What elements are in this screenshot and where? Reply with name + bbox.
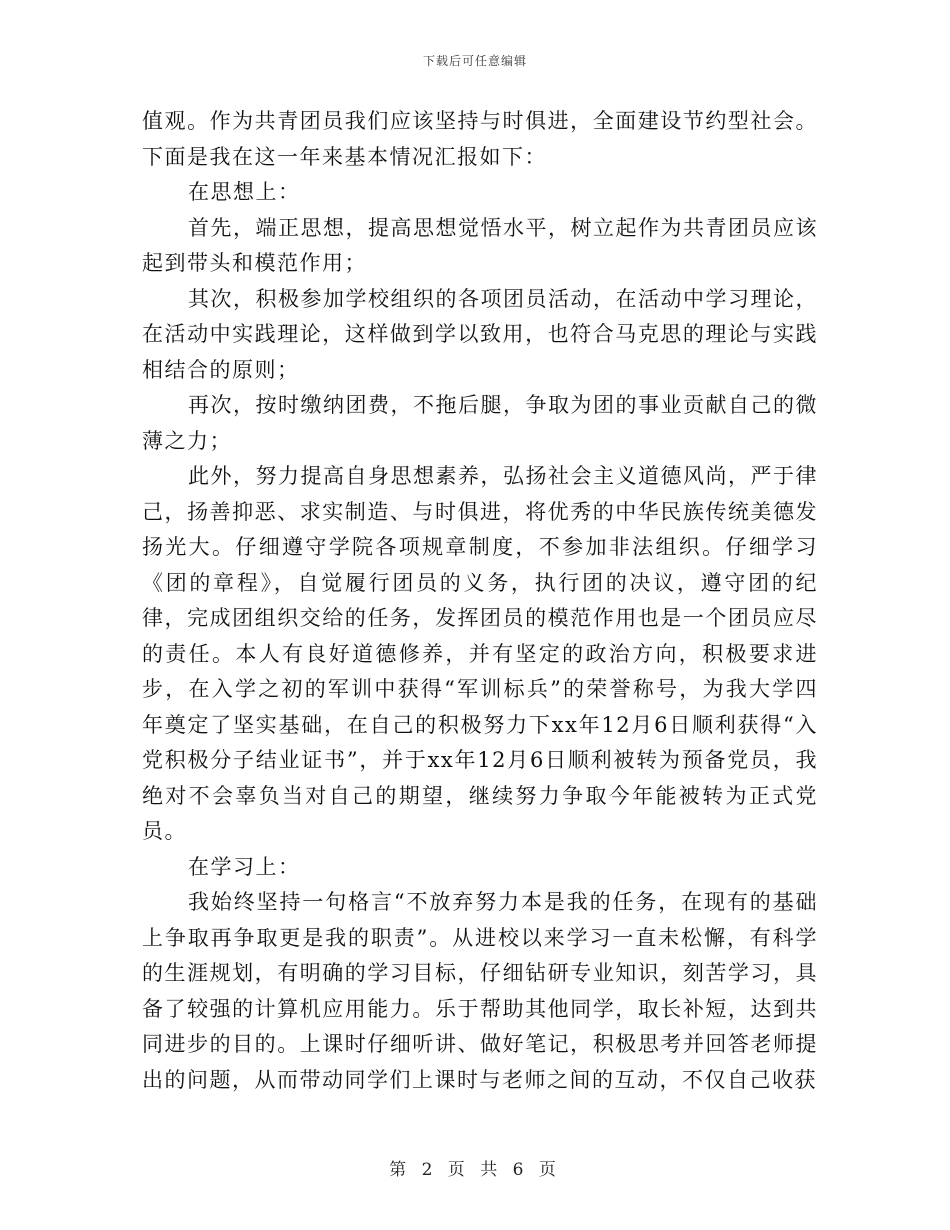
page-number-footer: 第 2 页 共 6 页 — [389, 1160, 561, 1180]
document-body — [142, 104, 818, 1098]
section-heading-study: 在学习上： — [188, 854, 301, 879]
paragraph: 再次，按时缴纳团费，不拖后腿，争取为团的事业贡献自己的微薄之力； — [142, 393, 818, 453]
paragraph: 我始终坚持一句格言“不放弃努力本是我的任务，在现有的基础上争取再争取更是我的职责”。从进校以来学习一直未松懈，有科学的生涯规划，有明确的学习目标，仔细钻研专业知识，刻苦学习，具备了较强的计算机应用能力。乐于帮助其他同学，取长补短，达到共同进步的目的。上课时仔细听讲、做好笔记，积极思考并回答老师提出的问题，从而带动同学们上课时与老师之间的互动，不仅自己收获 — [142, 890, 818, 1092]
paragraph: 首先，端正思想，提高思想觉悟水平，树立起作为共青团员应该起到带头和模范作用； — [142, 215, 818, 275]
paragraph: 此外，努力提高自身思想素养，弘扬社会主义道德风尚，严于律己，扬善抑恶、求实制造、与时俱进，将优秀的中华民族传统美德发扬光大。仔细遵守学院各项规章制度，不参加非法组织。仔细学习《团的章程》，自觉履行团员的义务，执行团的决议，遵守团的纪律，完成团组织交给的任务，发挥团员的模范作用也是一个团员应尽的责任。本人有良好道德修养，并有坚定的政治方向，积极要求进步，在入学之初的军训中获得“军训标兵”的荣誉称号，为我大学四年奠定了坚实基础，在自己的积极努力下xx年12月6日顺利获得“入党积极分子结业证书”，并于xx年12月6日顺利被转为预备党员，我绝对不会辜负当对自己的期望，继续努力争取今年能被转为正式党员。 — [142, 464, 818, 843]
paragraph: 值观。作为共青团员我们应该坚持与时俱进，全面建设节约型社会。下面是我在这一年来基本情况汇报如下： — [142, 109, 818, 169]
page-header: 下载后可任意编辑 — [422, 54, 527, 68]
paragraph: 其次，积极参加学校组织的各项团员活动，在活动中学习理论，在活动中实践理论，这样做到学以致用，也符合马克思的理论与实践相结合的原则； — [142, 286, 818, 382]
section-heading-thought: 在思想上： — [188, 180, 301, 204]
